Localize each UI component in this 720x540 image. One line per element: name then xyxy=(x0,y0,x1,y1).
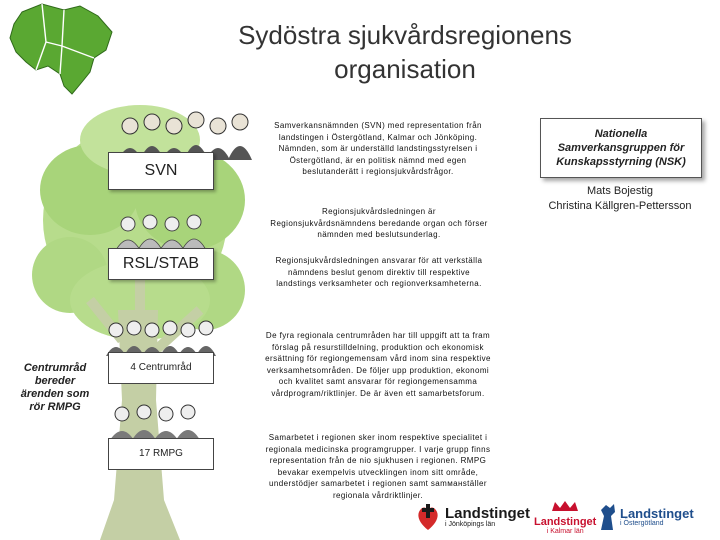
crown-icon xyxy=(550,500,580,512)
griffin-icon xyxy=(598,502,618,532)
logo-sub: i Östergötland xyxy=(620,520,664,527)
rsl-description-execution: Regionsjukvårdsledningen ansvarar för att verkställa nämndens beslut genom direktiv till respektive landstings verksamheter och regionverksamheterna. xyxy=(275,256,483,288)
logo-name: Landstinget xyxy=(445,505,530,522)
centrum-people-illustration xyxy=(104,318,224,356)
logo-name: Landstinget xyxy=(620,506,694,521)
centrumrad-note: Centrumråd bereder ärenden som rör RMPG xyxy=(20,362,90,413)
nsk-title: Nationella Samverkansgruppen för Kunskapsstyrning (NSK) xyxy=(556,128,686,168)
rsl-people-illustration xyxy=(112,210,212,250)
logo-landstinget-ostergotland xyxy=(598,500,694,534)
logo-name: Landstinget xyxy=(534,516,597,528)
rmpg-people-illustration xyxy=(108,402,208,440)
logo-landstinget-jonkoping xyxy=(414,500,530,534)
nsk-member: Christina Källgren-Pettersson xyxy=(548,200,692,212)
page-title: Sydöstra sjukvårdsregionens organisation xyxy=(238,20,572,84)
rsl-stab-label: RSL/STAB xyxy=(108,248,214,280)
logo-landstinget-kalmar xyxy=(534,500,596,534)
nsk-member: Mats Bojestig xyxy=(586,185,654,197)
rmpg-label: 17 RMPG xyxy=(108,438,214,470)
region-map-icon xyxy=(2,2,120,98)
svn-description: Samverkansnämnden (SVN) med representation från landstingen i Östergötland, Kalmar och Jönköping. Nämnden, som är underställd landstingsstyrelsen i Östergötland, är en politisk nämnd med egen beslutanderätt i regionsjukvårdsfrågor. xyxy=(274,121,482,176)
nsk-members xyxy=(530,184,710,214)
nsk-box xyxy=(540,118,702,178)
svn-label: SVN xyxy=(108,152,214,190)
centrumrad-description: De fyra regionala centrumråden har till uppgift att ta fram förslag på resurstilldelning, produktion och ekonomisk ersättning för regiongemensam vård inom sina respektive verksamhetsområden. De följer upp produktion, ekonomi och kvalitet samt ansvarar för regiongemensamma vårdprogram/riktlinjer. De är även ett samarbetsforum. xyxy=(265,331,491,398)
heart-cross-icon xyxy=(414,502,442,532)
logo-sub: i Jönköpings län xyxy=(445,521,496,528)
rmpg-description: Samarbetet i regionen sker inom respektive specialitet i regionala medicinska programgrupper. I varje grupp finns representation från de nio sjukhusen i regionen. RMPG bevakar exempelvis utvecklingen inom sitt område, understödjer samarbetet i regionen samt samманställer regionala vårdriktlinjer. xyxy=(265,433,491,500)
centrumrad-label: 4 Centrumråd xyxy=(108,352,214,384)
rsl-description-preparation: Regionsjukvårdsledningen är Regionsjukvårdsnämndens beredande organ och förser nämnden med beslutsunderlag. xyxy=(270,207,488,239)
logo-sub: i Kalmar län xyxy=(546,528,584,535)
